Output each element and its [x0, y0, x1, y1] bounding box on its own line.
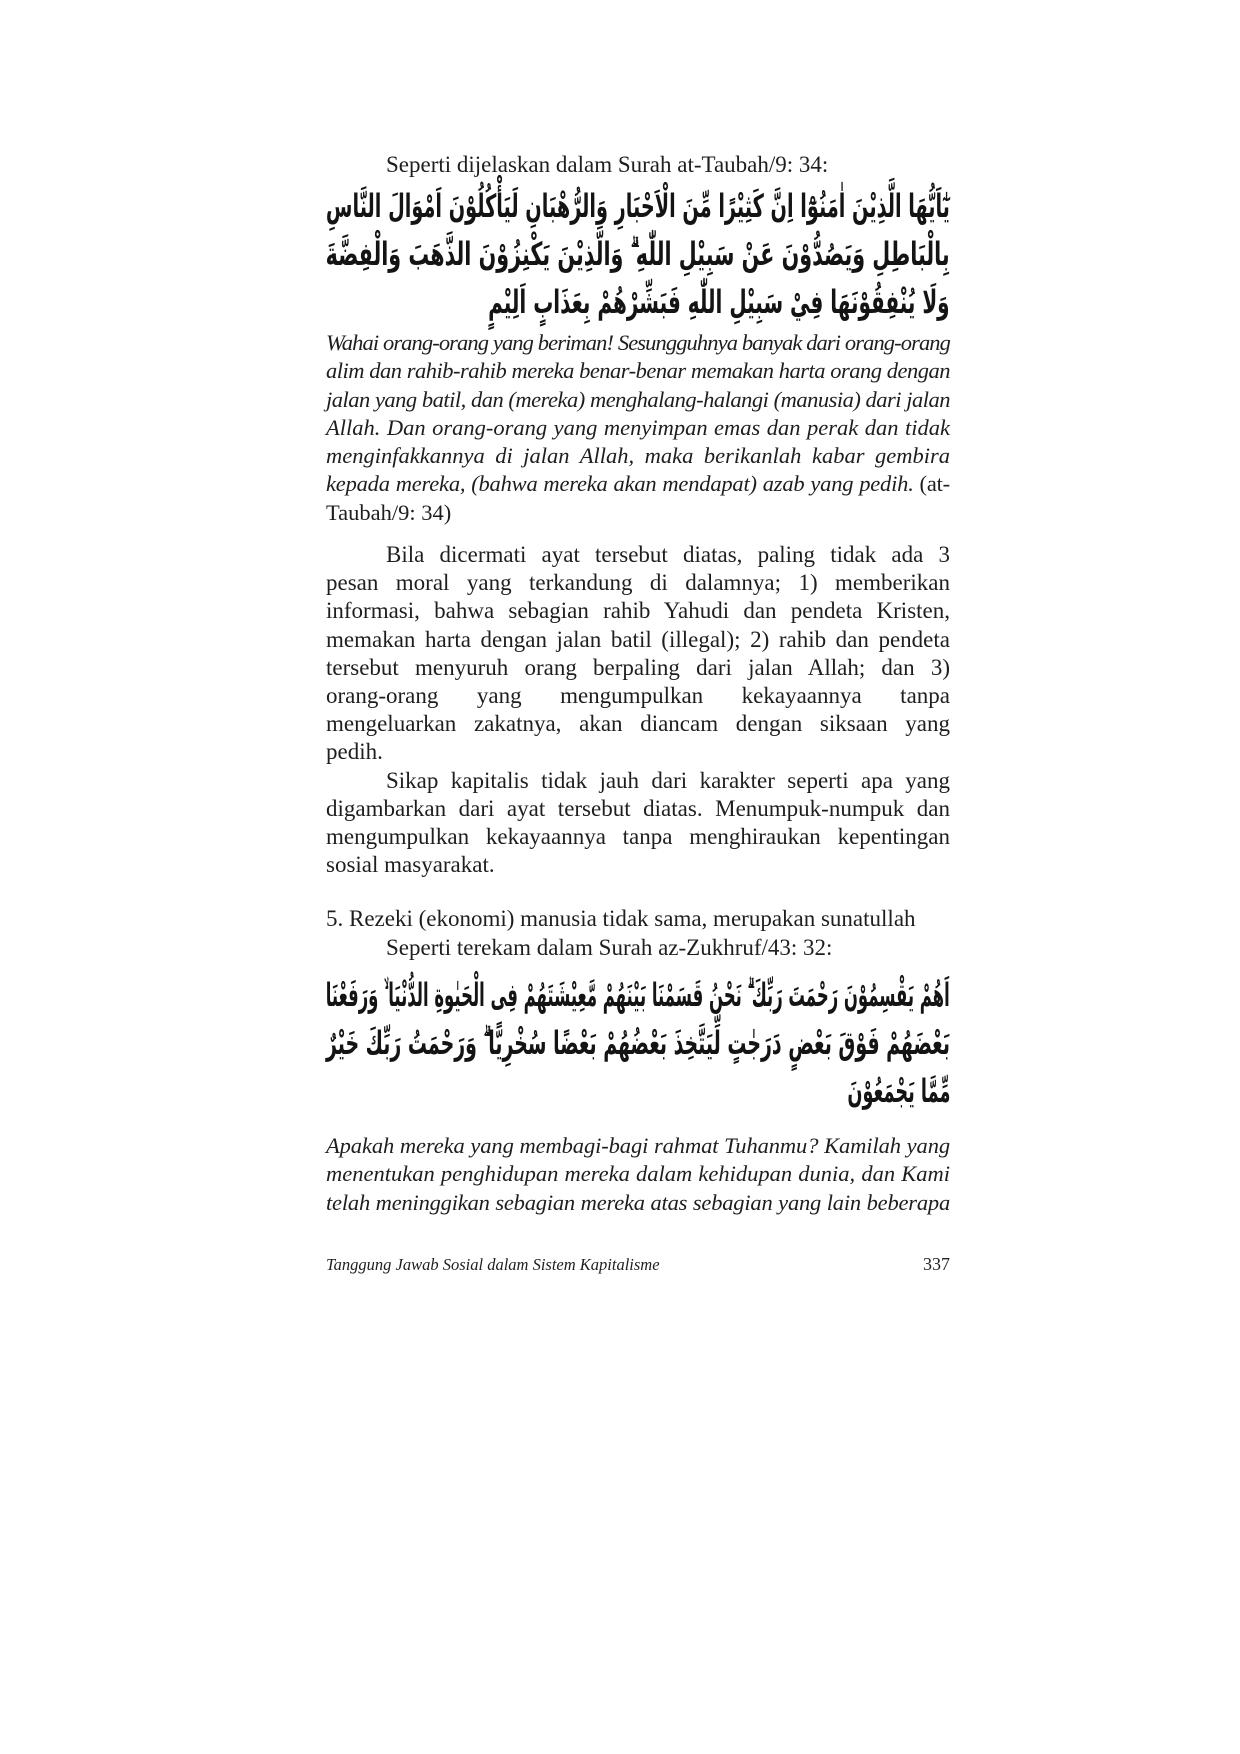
- translation-line: telah meninggikan sebagian mereka atas sebagian yang lain beberapa: [326, 1189, 950, 1215]
- arabic-verse-text: مِّمَّا يَجْمَعُوْنَ: [846, 1072, 950, 1110]
- arabic-verse-line: [326, 278, 950, 326]
- arabic-verse-text: اَهُمْ يَقْسِمُوْنَ رَحْمَتَ رَبِّكَ ۗ نَحْنُ قَسَمْنَا بَيْنَهُمْ مَّعِيْشَتَهُمْ فِى الْحَيٰوةِ الدُّنْيَا ۙ وَرَفَعْنَا: [326, 976, 950, 1014]
- translation-text: kepada mereka, (bahwa mereka akan mendapat) azab yang pedih.: [326, 471, 914, 497]
- paragraph-line: orang-orang yang mengumpulkan kekayaannya tanpa: [326, 683, 950, 709]
- paragraph-line: pedih.: [326, 739, 383, 765]
- arabic-verse-taubah: [326, 182, 950, 326]
- translation-zukhruf: [326, 1132, 950, 1217]
- body-text: [326, 541, 950, 879]
- arabic-verse-line: [326, 182, 950, 230]
- translation-line: [326, 470, 950, 498]
- translation-line: Apakah mereka yang membagi-bagi rahmat Tuhanmu? Kamilah yang: [326, 1133, 950, 1158]
- paragraph-line: pesan moral yang terkandung di dalamnya; 1) memberikan: [326, 570, 950, 596]
- arabic-verse-line: [326, 1067, 950, 1115]
- arabic-verse-zukhruf: [326, 971, 950, 1115]
- arabic-verse-line: [326, 971, 950, 1019]
- paragraph-line: mengumpulkan kekayaannya tanpa menghiraukan kepentingan: [326, 824, 950, 850]
- taubah-intro: [326, 151, 950, 179]
- arabic-verse-line: [326, 1019, 950, 1067]
- citation-text: Taubah/9: 34): [326, 499, 452, 525]
- citation-text: (at-: [919, 471, 950, 497]
- paragraph-line: Sikap kapitalis tidak jauh dari karakter seperti apa yang: [386, 767, 950, 793]
- section-5: [326, 905, 950, 962]
- arabic-verse-line: [326, 230, 950, 278]
- arabic-verse-text: يٰٓاَيُّهَا الَّذِيْنَ اٰمَنُوْٓا اِنَّ كَثِيْرًا مِّنَ الْاَحْبَارِ وَالرُّهْبَانِ لَيَأْكُلُوْنَ اَمْوَالَ النَّاسِ: [325, 187, 950, 225]
- paragraph-line: Bila dicermati ayat tersebut diatas, paling tidak ada 3: [386, 542, 950, 567]
- translation-taubah: [326, 329, 950, 527]
- verse-intro-text: Seperti dijelaskan dalam Surah at-Taubah/9: 34:: [386, 152, 829, 177]
- running-title: Tanggung Jawab Sosial dalam Sistem Kapitalisme: [326, 1255, 660, 1274]
- translation-line: Wahai orang-orang yang beriman! Sesungguhnya banyak dari orang-orang: [326, 330, 950, 355]
- translation-line: menginfakkannya di jalan Allah, maka berikanlah kabar gembira: [326, 443, 950, 469]
- page-footer: [326, 1254, 950, 1275]
- paragraph-line: informasi, bahwa sebagian rahib Yahudi dan pendeta Kristen,: [326, 598, 950, 624]
- paragraph-line: memakan harta dengan jalan batil (illegal); 2) rahib dan pendeta: [326, 626, 950, 652]
- verse-intro-text: Seperti terekam dalam Surah az-Zukhruf/43: 32:: [386, 935, 833, 960]
- translation-line: alim dan rahib-rahib mereka benar-benar memakan harta orang dengan: [326, 358, 950, 384]
- section-heading: 5. Rezeki (ekonomi) manusia tidak sama, merupakan sunatullah: [326, 906, 916, 931]
- paragraph-line: sosial masyarakat.: [326, 852, 495, 878]
- translation-line: menentukan penghidupan mereka dalam kehidupan dunia, dan Kami: [326, 1161, 950, 1187]
- paragraph-line: tersebut menyuruh orang berpaling dari jalan Allah; dan 3): [326, 654, 950, 680]
- paragraph-line: digambarkan dari ayat tersebut diatas. Menumpuk-numpuk dan: [326, 795, 950, 821]
- arabic-verse-text: بِالْبَاطِلِ وَيَصُدُّوْنَ عَنْ سَبِيْلِ اللّٰهِ ۗ وَالَّذِيْنَ يَكْنِزُوْنَ الذَّهَبَ وَالْفِضَّةَ: [325, 235, 950, 273]
- translation-line: jalan yang batil, dan (mereka) menghalang-halangi (manusia) dari jalan: [326, 386, 950, 412]
- arabic-verse-text: بَعْضَهُمْ فَوْقَ بَعْضٍ دَرَجٰتٍ لِّيَتَّخِذَ بَعْضُهُمْ بَعْضًا سُخْرِيًّا ۗ وَرَحْمَتُ رَبِّكَ خَيْرٌ: [325, 1024, 950, 1062]
- translation-line: Allah. Dan orang-orang yang menyimpan emas dan perak dan tidak: [326, 414, 950, 440]
- arabic-verse-text: وَلَا يُنْفِقُوْنَهَا فِيْ سَبِيْلِ اللّٰهِ فَبَشِّرْهُمْ بِعَذَابٍ اَلِيْمٍ: [488, 283, 950, 321]
- page-number: 337: [923, 1254, 950, 1274]
- paragraph-line: mengeluarkan zakatnya, akan diancam dengan siksaan yang: [326, 711, 950, 737]
